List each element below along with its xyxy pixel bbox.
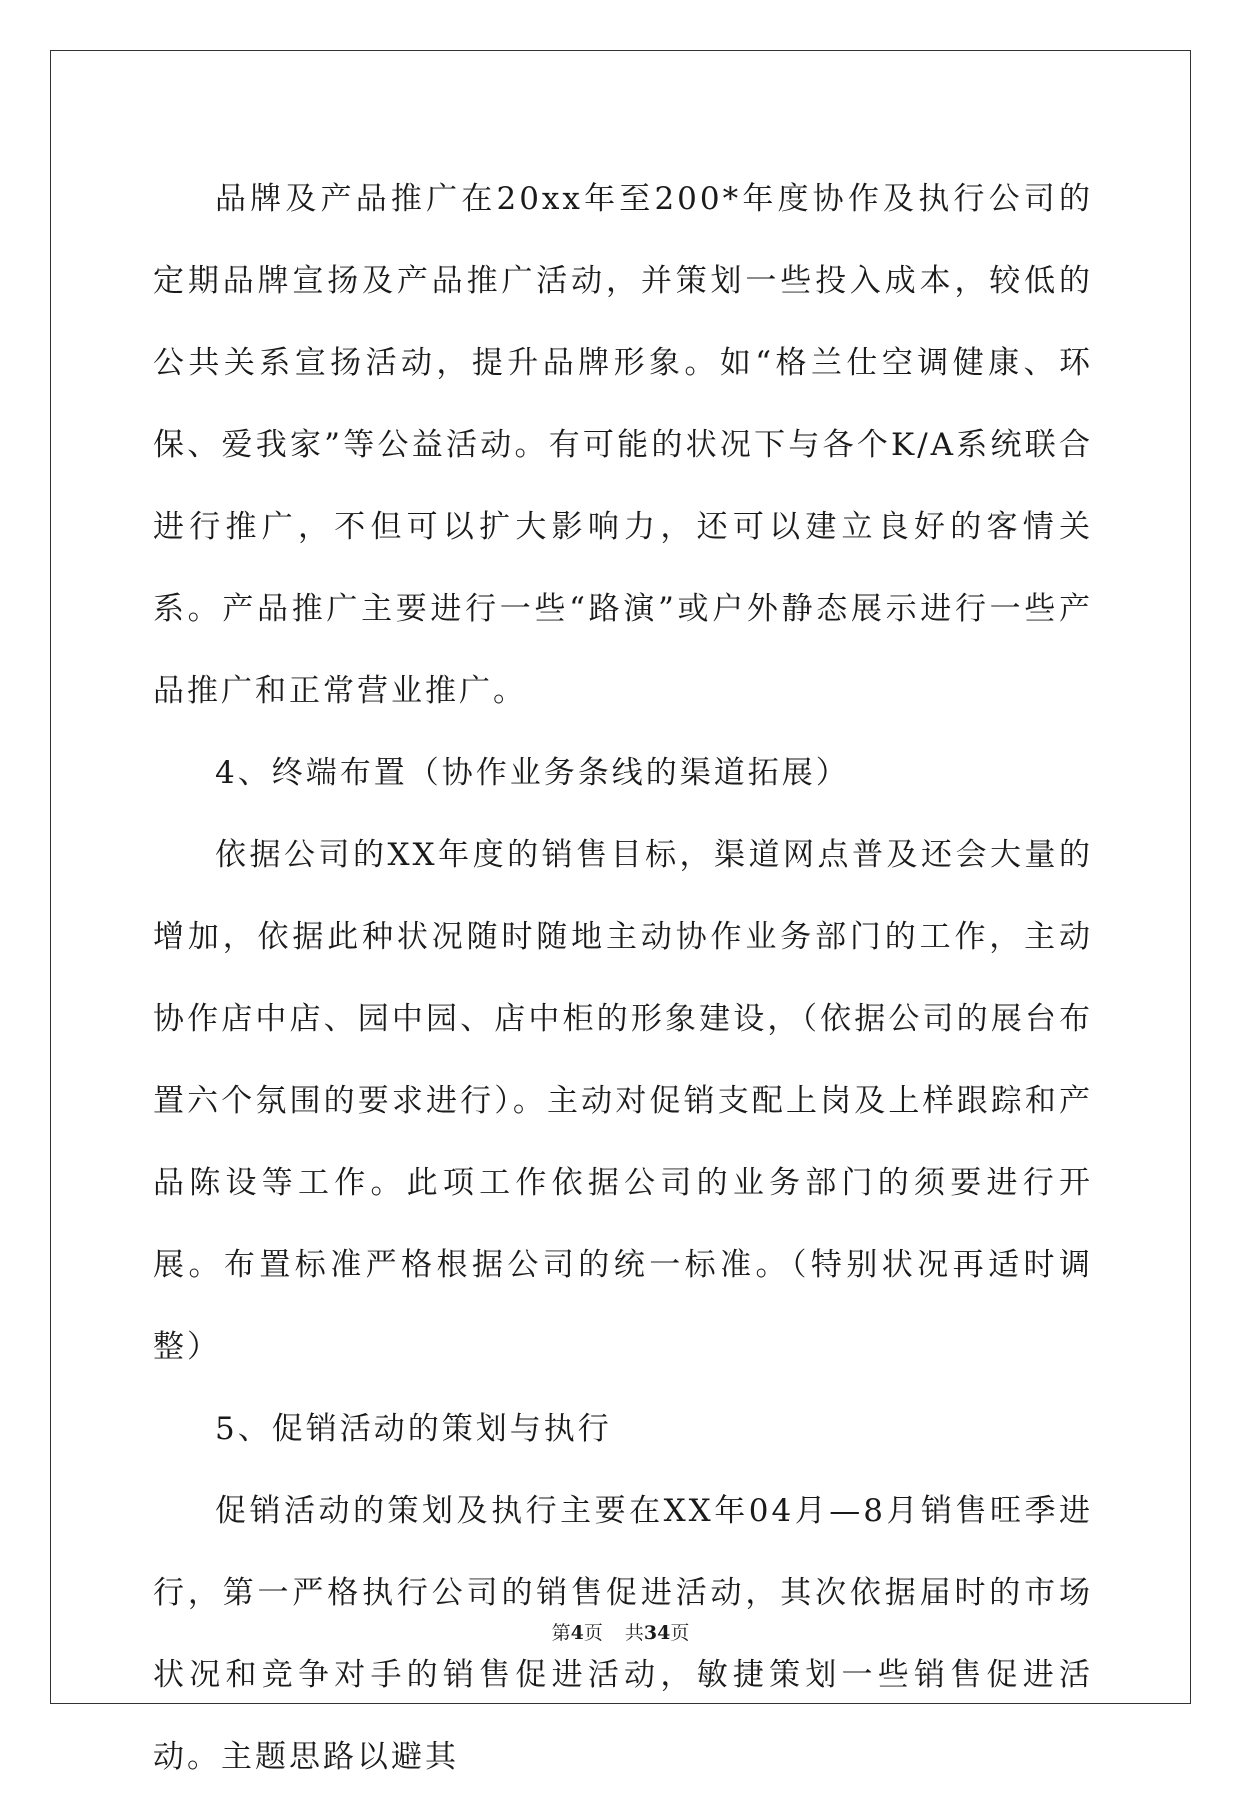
paragraph-promotion-planning: 促销活动的策划及执行主要在XX年04月—8月销售旺季进行，第一严格执行公司的销售促进活动，其次依据届时的市场状况和竞争对手的销售促进活动，敏捷策划一些销售促进活动。主题思路以避其 xyxy=(153,1493,1093,1775)
heading-promotion-planning: 5、促销活动的策划与执行 xyxy=(215,1411,612,1447)
paragraph-terminal-layout: 依据公司的XX年度的销售目标，渠道网点普及还会大量的增加，依据此种状况随时随地主动协作业务部门的工作，主动协作店中店、园中园、店中柜的形象建设，（依据公司的展台布置六个氛围的要求进行）。主动对促销支配上岗及上样跟踪和产品陈设等工作。此项工作依据公司的业务部门的须要进行开展。布置标准严格根据公司的统一标准。（特别状况再适时调整） xyxy=(153,837,1093,1365)
page-number: 4 xyxy=(570,1622,584,1644)
page-prefix: 第 xyxy=(551,1622,571,1644)
paragraph-brand-promotion: 品牌及产品推广在20xx年至200*年度协作及执行公司的定期品牌宣扬及产品推广活动，并策划一些投入成本，较低的公共关系宣扬活动，提升品牌形象。如“格兰仕空调健康、环保、爱我家”等公益活动。有可能的状况下与各个K/A系统联合进行推广，不但可以扩大影响力，还可以建立良好的客情关系。产品推广主要进行一些“路演”或户外静态展示进行一些产品推广和正常营业推广。 xyxy=(153,181,1093,709)
total-suffix: 页 xyxy=(670,1622,690,1644)
page-footer xyxy=(0,1620,1241,1646)
page-suffix: 页 xyxy=(583,1622,603,1644)
heading-terminal-layout: 4、终端布置（协作业务条线的渠道拓展） xyxy=(215,755,850,791)
total-prefix: 共 xyxy=(624,1622,644,1644)
total-pages: 34 xyxy=(643,1622,671,1644)
document-body xyxy=(153,158,1093,1798)
